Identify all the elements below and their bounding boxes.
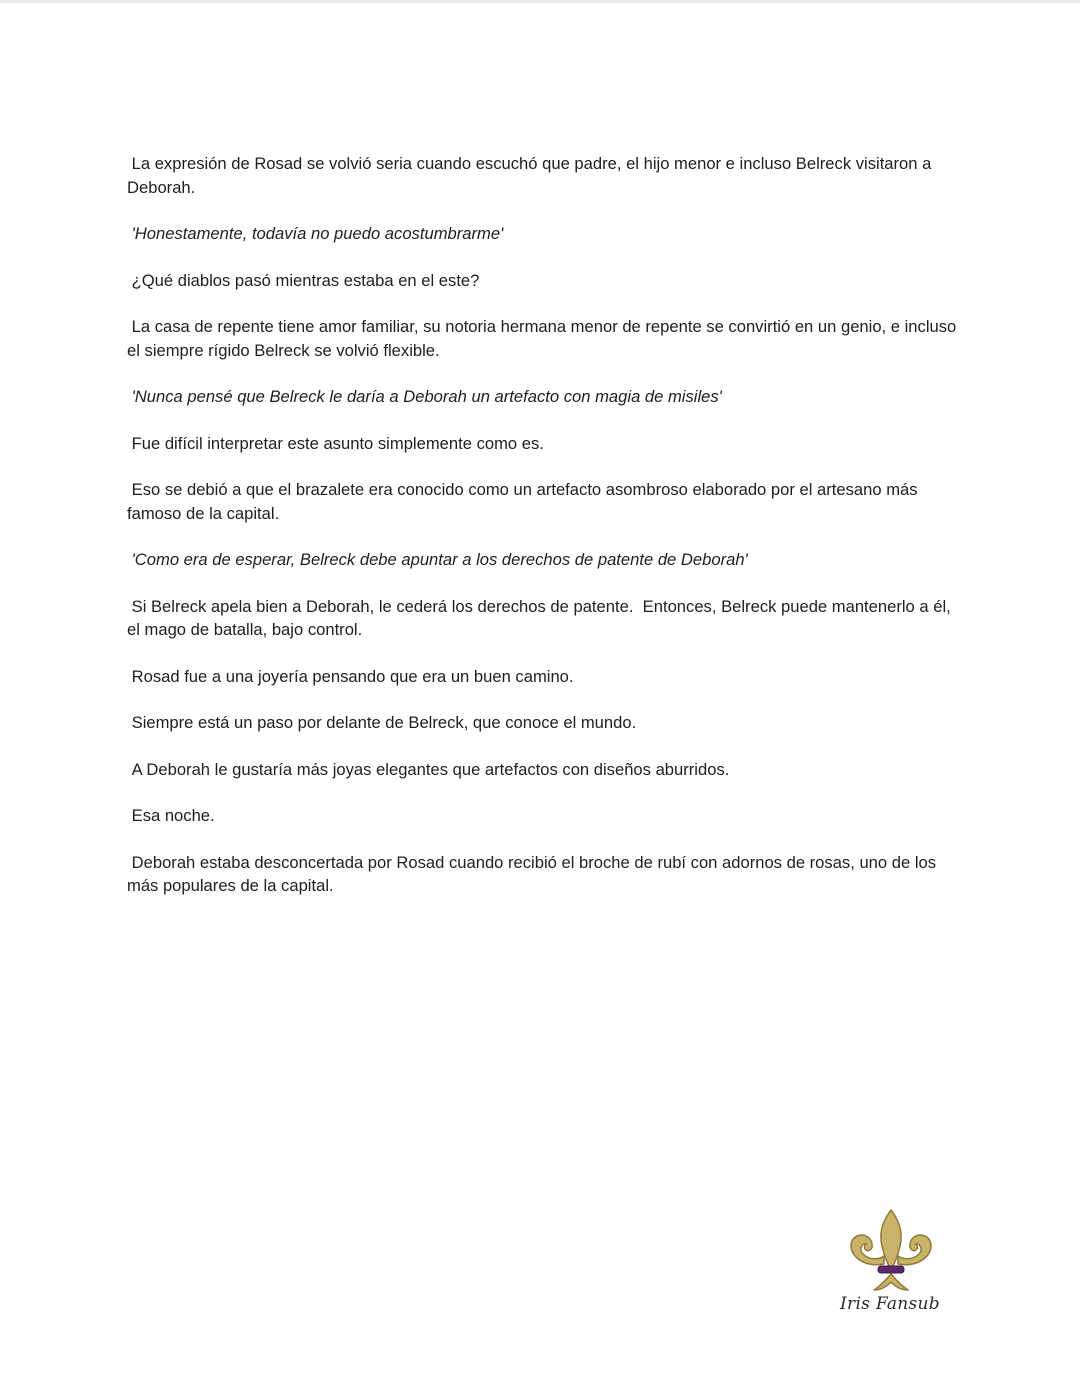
narrative-paragraph: Si Belreck apela bien a Deborah, le cederá los derechos de patente. Entonces, Belreck puede mantenerlo a él, el mago de batalla, bajo control. — [127, 596, 956, 639]
narrative-paragraph: Eso se debió a que el brazalete era conocido como un artefacto asombroso elaborado por el artesano más famoso de la capital. — [127, 480, 923, 523]
narrative-paragraph: Rosad fue a una joyería pensando que era un buen camino. — [127, 666, 574, 686]
narrative-paragraph: Siempre está un paso por delante de Belreck, que conoce el mundo. — [127, 713, 637, 732]
iris-fansub-logo — [836, 1206, 946, 1326]
narrative-paragraph: A Deborah le gustaría más joyas elegantes que artefactos con diseños aburridos. — [127, 759, 730, 779]
logo-text: Iris Fansub — [840, 1294, 940, 1314]
thought-paragraph: 'Nunca pensé que Belreck le daría a Deborah un artefacto con magia de misiles' — [127, 387, 722, 406]
narrative-paragraph: Deborah estaba desconcertada por Rosad cuando recibió el broche de rubí con adornos de rosas, uno de los más populares de la capital. — [127, 852, 941, 895]
narrative-paragraph: ¿Qué diablos pasó mientras estaba en el este? — [127, 270, 480, 290]
document-body — [127, 152, 961, 921]
narrative-paragraph: La expresión de Rosad se volvió seria cuando escuchó que padre, el hijo menor e incluso Belreck visitaron a Deborah. — [127, 154, 936, 197]
thought-paragraph: 'Como era de esperar, Belreck debe apuntar a los derechos de patente de Deborah' — [127, 550, 748, 569]
narrative-paragraph: Fue difícil interpretar este asunto simplemente como es. — [127, 433, 544, 453]
narrative-paragraph: Esa noche. — [127, 806, 215, 825]
thought-paragraph: 'Honestamente, todavía no puedo acostumbrarme' — [127, 224, 504, 243]
page-top-border — [0, 0, 1080, 3]
narrative-paragraph: La casa de repente tiene amor familiar, su notoria hermana menor de repente se convirtió en un genio, e incluso el siempre rígido Belreck se volvió flexible. — [127, 317, 961, 360]
fleur-de-lis-icon — [844, 1206, 938, 1296]
